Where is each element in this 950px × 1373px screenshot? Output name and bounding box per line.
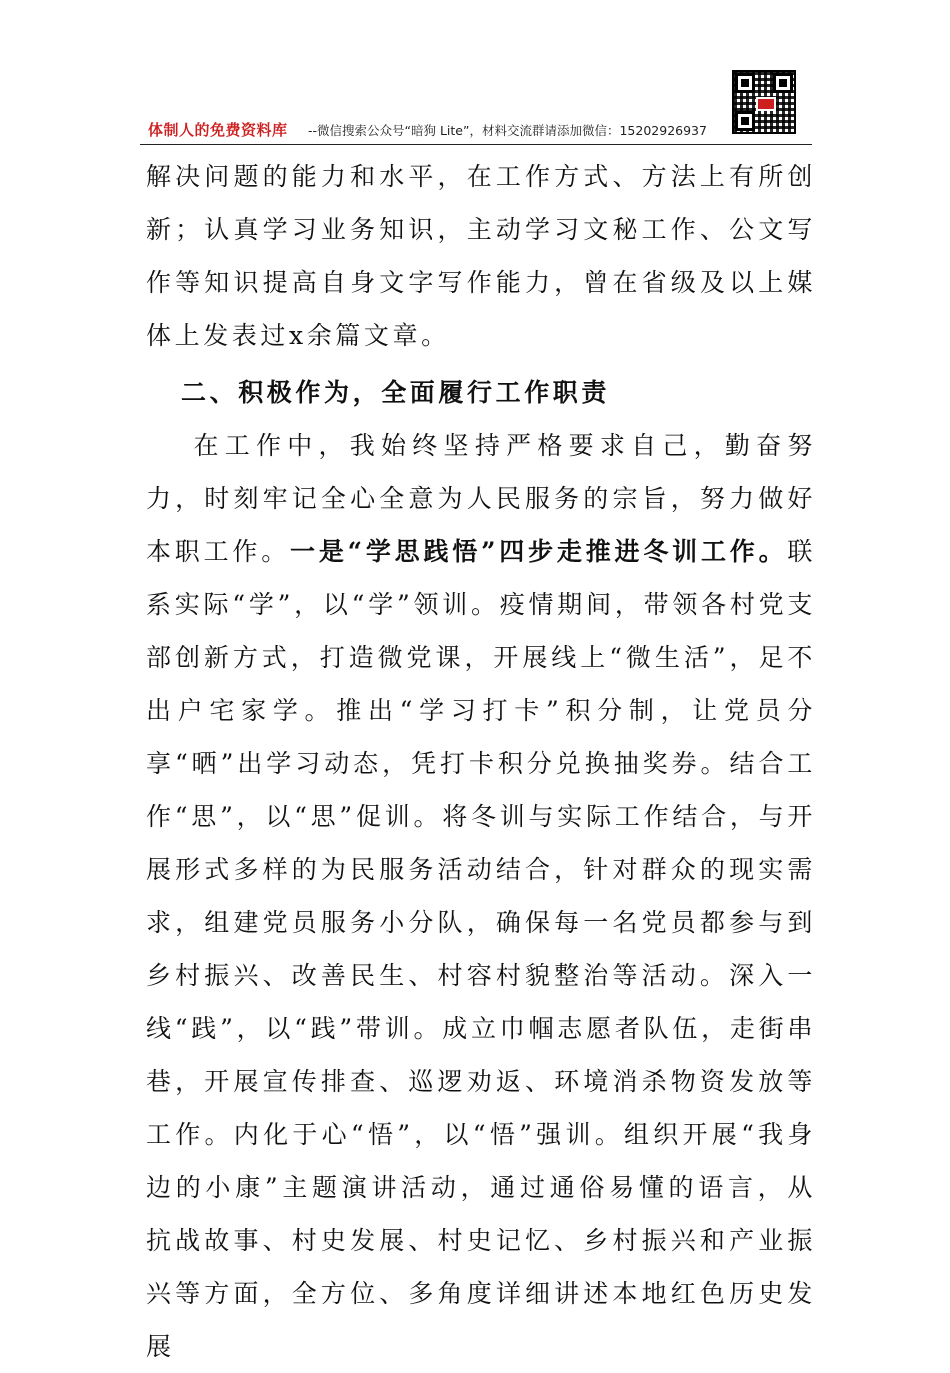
document-body — [146, 150, 816, 1373]
qr-finder — [735, 73, 755, 93]
page-header — [140, 60, 812, 145]
paragraph-2 — [146, 419, 816, 1373]
header-note: --微信搜索公众号“暗狗 Lite”，材料交流群请添加微信：15202926937 — [308, 123, 707, 138]
qr-logo — [756, 97, 776, 111]
paragraph-2-rest: 联系实际“学”，以“学”领训。疫情期间，带领各村党支部创新方式，打造微党课，开展线上“微生活”，足不出户宅家学。推出“学习打卡”积分制，让党员分享“晒”出学习动态，凭打卡积分兑换抽奖券。结合工作“思”，以“思”促训。将冬训与实际工作结合，与开展形式多样的为民服务活动结合，针对群众的现实需求，组建党员服务小分队，确保每一名党员都参与到乡村振兴、改善民生、村容村貌整治等活动。深入一线“践”，以“践”带训。成立巾帼志愿者队伍，走街串巷，开展宣传排查、巡逻劝返、环境消杀物资发放等工作。内化于心“悟”，以“悟”强训。组织开展“我身边的小康”主题演讲活动，通过通俗易懂的语言，从抗战故事、村史发展、村史记忆、乡村振兴和产业振兴等方面，全方位、多角度详细讲述本地红色历史发展 — [146, 537, 816, 1361]
qr-finder — [773, 73, 793, 93]
paragraph-1: 解决问题的能力和水平，在工作方式、方法上有所创新；认真学习业务知识，主动学习文秘工作、公文写作等知识提高自身文字写作能力，曾在省级及以上媒体上发表过x余篇文章。 — [146, 162, 816, 350]
qr-finder — [735, 111, 755, 131]
qr-code-icon — [732, 70, 796, 134]
paragraph-2-intro: 在工作中，我始终坚持严格要求自己，勤奋努力，时刻牢记全心全意为人民服务的宗旨，努力做好本职工作。 — [146, 431, 816, 566]
section-heading: 二、积极作为，全面履行工作职责 — [181, 378, 611, 407]
paragraph-2-bold: 一是“学思践悟”四步走推进冬训工作。 — [290, 537, 788, 566]
brand-title: 体制人的免费资料库 — [148, 121, 288, 139]
